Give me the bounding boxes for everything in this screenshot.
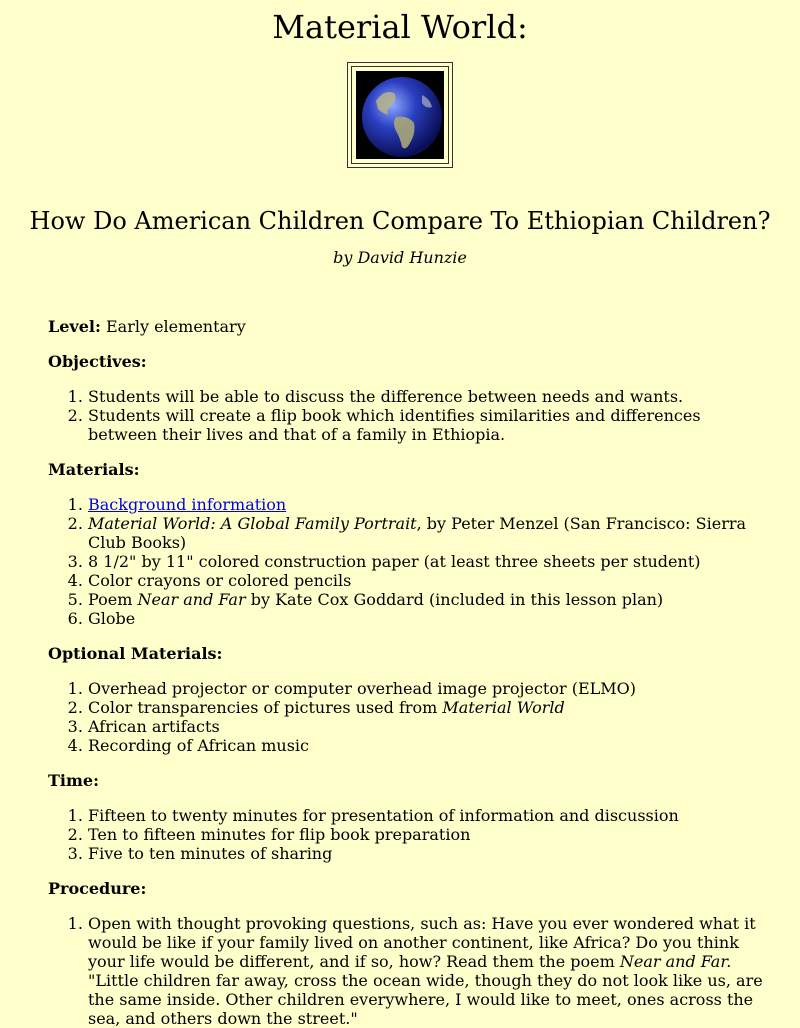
list-item: 2. Ten to fifteen minutes for flip book preparation: [88, 825, 770, 844]
time-heading: Time:: [48, 771, 99, 790]
lesson-title: How Do American Children Compare To Ethiopian Children?: [29, 207, 771, 235]
poem-title: Near and Far: [137, 590, 246, 609]
level-label: Level:: [48, 317, 101, 336]
book-title: Material World: A Global Family Portrait: [88, 514, 417, 533]
list-item: 4. Color crayons or colored pencils: [88, 571, 770, 590]
book-title: Material World: [442, 698, 565, 717]
lesson-content: [48, 317, 770, 1028]
list-item: 3. Five to ten minutes of sharing: [88, 844, 770, 863]
procedure-heading: Procedure:: [48, 879, 147, 898]
list-item: 1. Overhead projector or computer overhead image projector (ELMO): [88, 679, 770, 698]
list-item: 4. Recording of African music: [88, 736, 770, 755]
list-item: 3. African artifacts: [88, 717, 770, 736]
optional-materials-heading: Optional Materials:: [48, 644, 223, 663]
globe-icon: [356, 71, 444, 159]
objectives-heading: Objectives:: [48, 352, 147, 371]
materials-list: [48, 495, 770, 628]
globe-image-container: [0, 62, 800, 172]
time-list: [48, 806, 770, 863]
globe-frame: [347, 62, 453, 168]
objectives-list: [48, 387, 770, 444]
page-title: Material World:: [272, 8, 528, 46]
optional-materials-list: [48, 679, 770, 755]
list-item: [88, 495, 770, 514]
byline: by David Hunzie: [333, 248, 467, 267]
list-item: 1. Students will be able to discuss the difference between needs and wants.: [88, 387, 770, 406]
list-item: 3. 8 1/2" by 11" colored construction paper (at least three sheets per student): [88, 552, 770, 571]
list-item: 2. Students will create a flip book which identifies similarities and differences between their lives and that of a family in Ethiopia.: [88, 406, 770, 444]
list-item: 6. Globe: [88, 609, 770, 628]
list-item: 2. Color transparencies of pictures used from Material World: [88, 698, 770, 717]
materials-heading: Materials:: [48, 460, 140, 479]
list-item: 2. Material World: A Global Family Portrait, by Peter Menzel (San Francisco: Sierra Club Books): [88, 514, 770, 552]
list-item: 1. Open with thought provoking questions, such as: Have you ever wondered what it would be like if your family lived on another continent, like Africa? Do you think your life would be different, and if so, how? Read them the poem Near and Far. "Little children far away, cross the ocean wide, though they do not look like us, are the same inside. Other children everywhere, I would like to meet, ones across the sea, and others down the street.": [88, 914, 770, 1028]
background-information-link[interactable]: Background information: [88, 495, 287, 514]
level-value: Early elementary: [100, 317, 246, 336]
poem-title: Near and Far.: [619, 952, 732, 971]
level-line: [48, 317, 770, 336]
list-item: 1. Fifteen to twenty minutes for presentation of information and discussion: [88, 806, 770, 825]
list-item: 5. Poem Near and Far by Kate Cox Goddard (included in this lesson plan): [88, 590, 770, 609]
procedure-list: [48, 914, 770, 1028]
